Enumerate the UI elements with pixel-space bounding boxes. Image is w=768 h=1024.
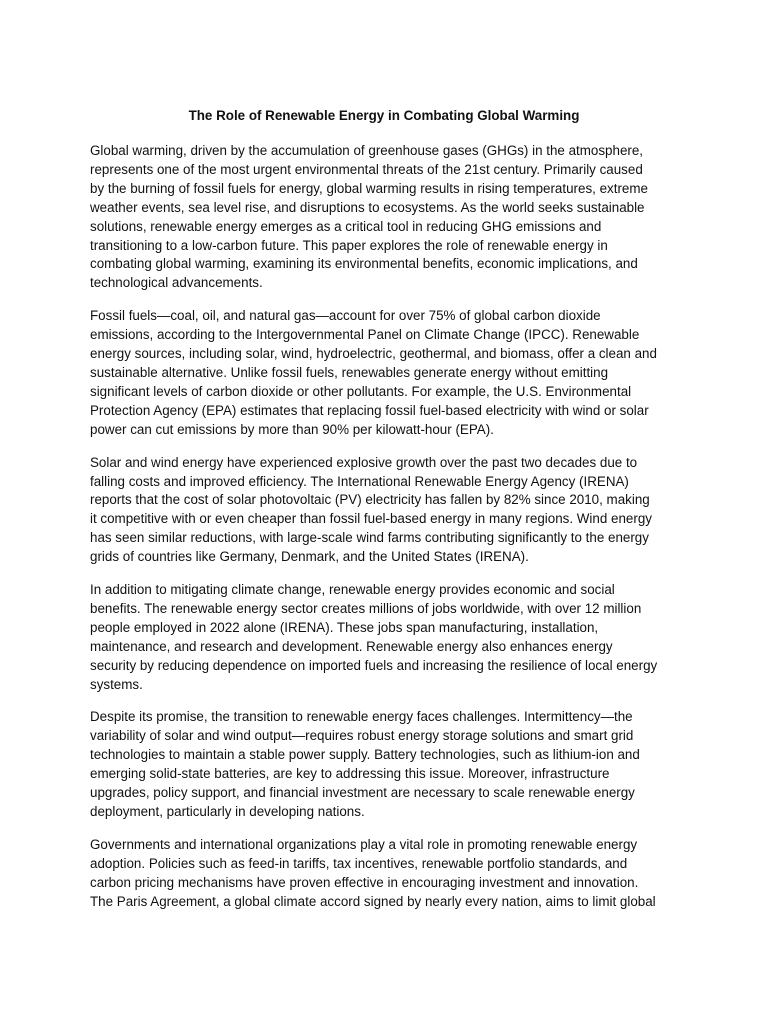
document-title: The Role of Renewable Energy in Combating Global Warming	[188, 108, 580, 123]
paragraph-5: Despite its promise, the transition to renewable energy faces challenges. Intermittency—the variability of solar and wind output—requires robust energy storage solutions and smart grid technologies to maintain a stable power supply. Battery technologies, such as lithium-ion and emerging solid-state batteries, are key to addressing this issue. Moreover, infrastructure upgrades, policy support, and financial investment are necessary to scale renewable energy deployment, particularly in developing nations.	[90, 709, 640, 819]
paragraph-4: In addition to mitigating climate change, renewable energy provides economic and social benefits. The renewable energy sector creates millions of jobs worldwide, with over 12 million people employed in 2022 alone (IRENA). These jobs span manufacturing, installation, maintenance, and research and development. Renewable energy also enhances energy security by reducing dependence on imported fuels and increasing the resilience of local energy systems.	[90, 582, 658, 692]
document-body	[90, 142, 680, 926]
paragraph-3: Solar and wind energy have experienced explosive growth over the past two decades due to falling costs and improved efficiency. The International Renewable Energy Agency (IRENA) reports that the cost of solar photovoltaic (PV) electricity has fallen by 82% since 2010, making it competitive with or even cheaper than fossil fuel-based energy in many regions. Wind energy has seen similar reductions, with large-scale wind farms contributing significantly to the energy grids of countries like Germany, Denmark, and the United States (IRENA).	[90, 454, 652, 565]
paragraph-6: Governments and international organizations play a vital role in promoting renewable energy adoption. Policies such as feed-in tariffs, tax incentives, renewable portfolio standards, and carbon pricing mechanisms have proven effective in encouraging investment and innovation. The Paris Agreement, a global climate accord signed by nearly every nation, aims to limit global	[90, 836, 656, 909]
paragraph-1: Global warming, driven by the accumulation of greenhouse gases (GHGs) in the atmosphere, represents one of the most urgent environmental threats of the 21st century. Primarily caused by the burning of fossil fuels for energy, global warming results in rising temperatures, extreme weather events, sea level rise, and disruptions to ecosystems. As the world seeks sustainable solutions, renewable energy emerges as a critical tool in reducing GHG emissions and transitioning to a low-carbon future. This paper explores the role of renewable energy in combating global warming, examining its environmental benefits, economic implications, and technological advancements.	[90, 143, 648, 291]
paragraph-2: Fossil fuels—coal, oil, and natural gas—account for over 75% of global carbon dioxide emissions, according to the Intergovernmental Panel on Climate Change (IPCC). Renewable energy sources, including solar, wind, hydroelectric, geothermal, and biomass, offer a clean and sustainable alternative. Unlike fossil fuels, renewables generate energy without emitting significant levels of carbon dioxide or other pollutants. For example, the U.S. Environmental Protection Agency (EPA) estimates that replacing fossil fuel-based electricity with wind or solar power can cut emissions by more than 90% per kilowatt-hour (EPA).	[90, 308, 657, 437]
